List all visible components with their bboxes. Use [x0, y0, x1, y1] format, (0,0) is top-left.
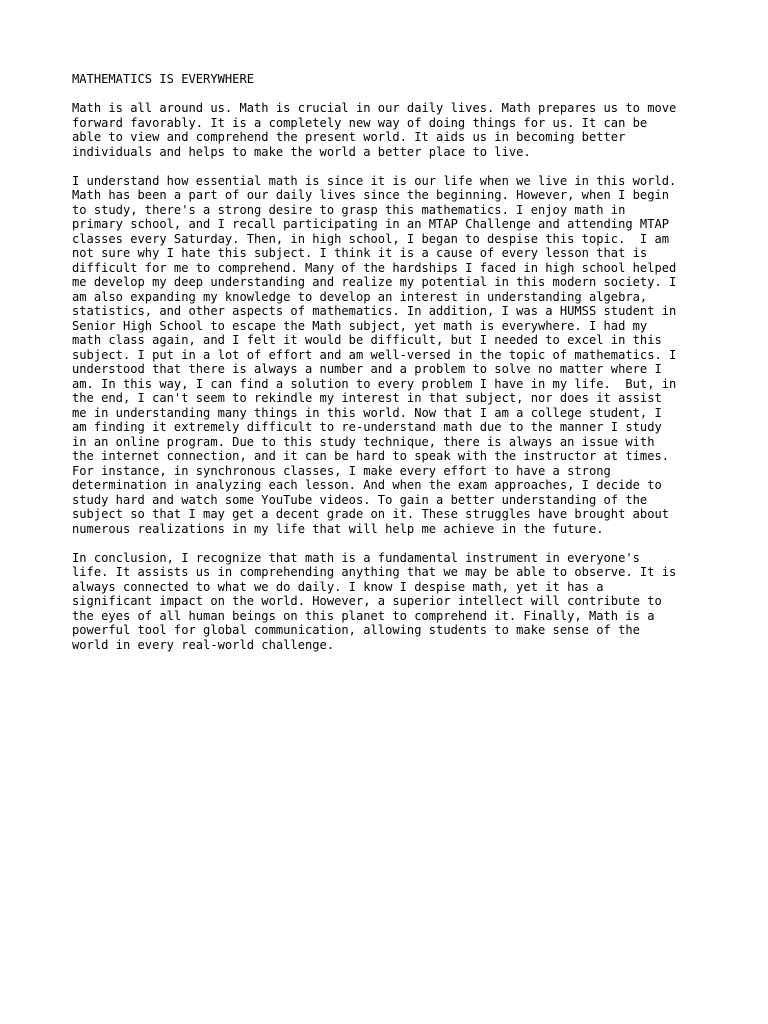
text-line: forward favorably. It is a completely new way of doing things for us. It can be — [72, 115, 648, 130]
text-line: significant impact on the world. However, a superior intellect will contribute to — [72, 594, 662, 608]
text-line: statistics, and other aspects of mathematics. In addition, I was a HUMSS student in — [72, 304, 677, 318]
text-line: primary school, and I recall participating in an MTAP Challenge and attending MTAP — [72, 217, 670, 231]
text-line: numerous realizations in my life that will help me achieve in the future. — [72, 521, 604, 536]
text-line: study hard and watch some YouTube videos. To gain a better understanding of the — [72, 492, 648, 507]
document-page — [72, 72, 712, 667]
text-line: am. In this way, I can find a solution to every problem I have in my life. But, in — [72, 376, 677, 391]
paragraph-intro — [72, 101, 712, 159]
text-line: subject so that I may get a decent grade on it. These struggles have brought about — [72, 507, 670, 521]
text-line: me develop my deep understanding and realize my potential in this modern society. I — [72, 275, 677, 289]
text-line: For instance, in synchronous classes, I make every effort to have a strong — [72, 463, 611, 478]
text-line: able to view and comprehend the present world. It aids us in becoming better — [72, 130, 626, 144]
text-line: understood that there is always a number and a problem to solve no matter where I — [72, 362, 662, 376]
text-line: classes every Saturday. Then, in high school, I began to despise this topic. I am — [72, 231, 670, 246]
text-line: the eyes of all human beings on this planet to comprehend it. Finally, Math is a — [72, 608, 655, 623]
text-line: am also expanding my knowledge to develop an interest in understanding algebra, — [72, 289, 648, 304]
text-line: Math is all around us. Math is crucial in our daily lives. Math prepares us to move — [72, 101, 677, 115]
text-line: Senior High School to escape the Math subject, yet math is everywhere. I had my — [72, 318, 648, 333]
text-line: In conclusion, I recognize that math is a fundamental instrument in everyone's — [72, 550, 640, 565]
text-line: me in understanding many things in this world. Now that I am a college student, I — [72, 405, 662, 420]
paragraph-body — [72, 174, 712, 537]
text-line: the end, I can't seem to rekindle my interest in that subject, nor does it assist — [72, 391, 662, 405]
text-line: am finding it extremely difficult to re-understand math due to the manner I study — [72, 420, 662, 434]
text-line: world in every real-world challenge. — [72, 637, 335, 652]
text-line: in an online program. Due to this study technique, there is always an issue with — [72, 434, 655, 449]
text-line: not sure why I hate this subject. I think it is a cause of every lesson that is — [72, 246, 648, 260]
text-line: subject. I put in a lot of effort and am well-versed in the topic of mathematics. I — [72, 347, 677, 362]
paragraph-conclusion — [72, 551, 712, 653]
text-line: the internet connection, and it can be hard to speak with the instructor at times. — [72, 449, 670, 463]
text-line: powerful tool for global communication, allowing students to make sense of the — [72, 623, 640, 637]
text-line: individuals and helps to make the world a better place to live. — [72, 144, 531, 159]
text-line: life. It assists us in comprehending anything that we may be able to observe. It is — [72, 565, 677, 579]
text-line: determination in analyzing each lesson. And when the exam approaches, I decide to — [72, 478, 662, 492]
document-title: MATHEMATICS IS EVERYWHERE — [72, 72, 255, 86]
text-line: always connected to what we do daily. I know I despise math, yet it has a — [72, 579, 604, 594]
text-line: Math has been a part of our daily lives since the beginning. However, when I begin — [72, 188, 670, 202]
text-line: to study, there's a strong desire to grasp this mathematics. I enjoy math in — [72, 202, 626, 217]
text-line: difficult for me to comprehend. Many of the hardships I faced in high school helped — [72, 260, 677, 275]
text-line: math class again, and I felt it would be difficult, but I needed to excel in this — [72, 333, 662, 347]
text-line: I understand how essential math is since it is our life when we live in this world. — [72, 173, 677, 188]
